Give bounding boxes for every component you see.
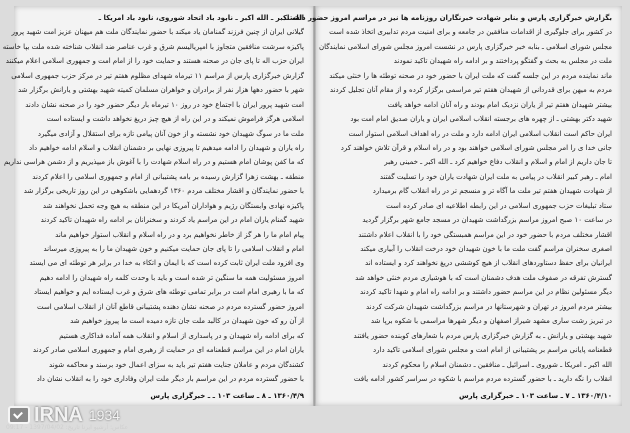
text-line: گزارش خبرگزاری پارس از مراسم ۱۱ تیرماه شهدای مظلوم هفتم تیر در مرکز حزب جمهوری اسلامی [11, 71, 304, 80]
text-line: الله اکبر ـ امریکا ـ شوروی ـ اسرائیل ـ منافقین ـ دشمنان اسلام را محکوم کردند [382, 360, 612, 369]
right-page [282, 6, 622, 406]
text-line: که ما کفن پوشان امام هستیم و در راه اسلام شهادت را با آغوش باز میپذیریم و از دشمن هراسی نداریم [4, 158, 304, 167]
text-line: ملت در مجلس به بحث و گفتگو پرداختند و بر ادامه راه شهیدان تاکید نمودند [393, 57, 612, 66]
text-line: شهید گمنام یاران امام در این مراسم یاد کردند و سخنرانان بر ادامه راه شهیدان تاکید کردند [40, 216, 304, 225]
photo-caption: عکاس: آرشیو ایرنا تاریخ: 1397/04/02 - 09:17 [6, 424, 129, 431]
text-line: اصغری سخنران مراسم گفت ملت ما با خون شهیدان خود درخت انقلاب را آبیاری میکند [360, 245, 612, 253]
text-line: در تبریز رشت ساری مشهد شیراز اصفهان و دیگر شهرها مراسمی با شکوه برپا شد [370, 317, 612, 326]
text-line: شهید بهشتی و یارانش ـ به گزارش خبرگزاری پارس مردم با شعارهای کوبنده حضور یافتند [353, 331, 612, 340]
left-page-text [2, 14, 304, 384]
text-line: شهر با حضور دهها هزار نفر از برادران و خواهران مسلمان کمیته شهید بهشتی و یارانش برگزار شد [18, 86, 304, 95]
text-line: ملت ما در سوگ شهیدان خود نشسته و از خون آنان پیامی تازه برای استقلال و آزادی میگیرد [37, 129, 304, 138]
text-line: الله اکبر ـ الله اکبر ـ نابود باد اتحاد شوروی، نابود باد امریکا ـ [98, 14, 304, 22]
text-line: از آن رو که خون شهیدان در کالبد ملت جان تازه دمیده است ما پیروز خواهیم شد [70, 317, 304, 326]
right-page-text [282, 14, 612, 384]
text-line: تا جان داریم از امام و اسلام و انقلاب دفاع خواهیم کرد ـ الله اکبر ـ خمینی رهبر [384, 158, 612, 167]
irna-watermark [8, 403, 121, 426]
text-line: امروز حضور گسترده مردم در صحنه نشان دهنده پشتیبانی قاطع آنان از انقلاب اسلامی است [37, 302, 304, 311]
text-line: امام و انقلاب اسلامی را تا پای جان حمایت میکنیم و خون شهیدان ما را به پیروزی میرساند [43, 245, 304, 253]
text-line: امروز مسئولیت همه ما سنگین تر شده است و باید با وحدت کلمه راه شهیدان را ادامه دهیم [39, 273, 304, 282]
text-line: ایران حاکم است انقلاب اسلامی ایران ادامه دارد و ملت در راه اهداف اسلامی استوار است [348, 129, 612, 138]
text-line: کشندگان مردم و عاملان جنایت هفتم تیر باید به سزای اعمال خود برسند و محاکمه شوند [49, 360, 304, 369]
text-line: با حضور گسترده مردم در این مراسم بار دیگر ملت ایران وفاداری خود را به انقلاب نشان داد [36, 374, 304, 383]
text-line: دیگر مسئولین نظام در این مراسم حضور داشتند و بر ادامه راه امام و شهدا تاکید کردند [360, 288, 612, 297]
text-line: با حضور نمایندگان و اقشار مختلف مردم ۱۳۶۰ گردهمایی باشکوهی در این روز تاریخی برگزار شد [23, 187, 304, 196]
text-line: شهید دکتر بهشتی ـ از چهره های برجسته انقلاب اسلامی ایران و یاران صدیق امام امت بود [350, 115, 612, 124]
text-line: که ما با رهبری امام امت در برابر تمامی توطئه های شرق و غرب ایستاده ایم و خواهیم ایستاد [33, 288, 304, 297]
left-page [2, 6, 314, 406]
text-line: راه یاران و شهیدان را ادامه میدهیم تا پیروزی نهایی بر دشمنان انقلاب و اسلام ادامه خواهیم داد [28, 143, 304, 152]
left-page-footer: ۱۳۶۰/۴/۹ ـ ۸ ـ ساعت ۱۰۳ ـ ـ خبرگزاری پارس [150, 392, 304, 400]
text-line: گسترش تفرقه در صفوف ملت هدف دشمنان است که با هوشیاری مردم خنثی خواهد شد [355, 273, 612, 282]
text-line: انقلاب را نگه دارید ـ با حضور گسترده مردم مراسم با شکوه در سراسر کشور ادامه یافت [353, 374, 612, 383]
text-line: ایرانیان برای حفظ دستاوردهای انقلاب از هیچ کوششی دریغ نخواهند کرد و ایستاده اند [365, 259, 612, 268]
text-line: اقشار مختلف مردم با حضور خود در این مراسم همبستگی خود را با انقلاب اعلام داشتند [358, 230, 612, 239]
text-line: در ساعت ۱۰ صبح امروز مراسم بزرگداشت شهیدان در مسجد جامع شهر برگزار گردید [362, 216, 612, 225]
text-line: پاکیزه سرشت منافقین متجاوز با امپریالیسم شرق و غرب عناصر ضد انقلاب شناخته شده ملت بپا خاسته [2, 42, 304, 51]
text-line: پاکیزه نهادی وابستگان رژیم و هواداران آمریکا در این منطقه به هیچ وجه تحمل نخواهند شد [42, 201, 304, 210]
text-line: که برای ادامه راه شهیدان و در پاسداری از اسلام و انقلاب همه آماده فداکاری هستیم [59, 331, 304, 340]
text-line: امت شهید پرور ایران با اجتماع خود در روز ۱۰ تیرماه بار دیگر حضور خود را در صحنه نشان دادند [25, 100, 304, 109]
text-line: بیشتر شهیدان هفتم تیر از یاران نزدیک امام بودند و راه آنان ادامه خواهد یافت [387, 100, 612, 109]
watermark-year: 1934 [88, 407, 121, 423]
irna-logo-icon [8, 406, 30, 424]
text-line: مجلس شورای اسلامی ـ بنابه خبر خبرگزاری پارس در نشست امروز مجلس شورای اسلامی نمایندگان [318, 42, 612, 51]
text-line: وی افزود ملت ایران ثابت کرده است که با ایمان و اتکاء به خدا در برابر هر توطئه ای می ایستد [29, 259, 304, 268]
text-line: منطقه ـ بهشت زهرا گزارش رسیده بر بامه پشتیبانی از امام و جمهوری اسلامی را اعلام کردند [32, 172, 304, 181]
text-line: مردم به میهن برای قدردانی از شهیدان هفتم تیر مراسمی برگزار کرده و از مقام آنان تجلیل کردند [329, 86, 612, 95]
text-line: بیشتر مردم امروز در تهران و شهرستانها در مراسم بزرگداشت شهیدان شرکت کردند [365, 302, 612, 311]
text-line: ستاد تبلیغات حزب جمهوری اسلامی در این رابطه اطلاعیه ای صادر کرده است [386, 201, 612, 210]
text-line: جانی خدا ی را امر مجلس شورای اسلامی خواهند بود و در راه اسلام و قرآن تلاش خواهند کرد [340, 143, 612, 152]
text-line: اسلامی هرگز فراموش نمیکند و در این راه از هیچ چیز دریغ نخواهد داشت و ایستاده است [46, 115, 304, 124]
text-line: یاران امام در این مراسم قطعنامه ای در حمایت از رهبری امام و جمهوری اسلامی صادر کردند [32, 346, 304, 355]
text-line: امام ـ رهبر کبیر انقلاب در پیامی به ملت ایران شهادت یاران خود را تسلیت گفتند [379, 172, 612, 181]
text-line: ایران حزب اله تا پای جان در صحنه هستند و حمایت خود را از امام امت و جمهوری اسلامی اعلام میکنند [5, 57, 304, 66]
text-line: ماند نماینده مردم در این جلسه گفت که ملت ایران با حضور خود در صحنه توطئه ها را خنثی میکند [329, 71, 612, 80]
text-line: بگزارش خبرگزاری پارس و بنابر شهادت خبرنگاران روزنامه ها نیز در مراسم امروز حضور داشتند [282, 14, 612, 22]
text-line: در کشور برای جلوگیری از اقدامات منافقین در جامعه و برای امنیت مردم تدابیری اتخاذ شده است [329, 28, 612, 37]
right-page-footer: ۱۳۶۰/۴/۱۰ ـ ۷ ـ ساعت ۱۰۳ ـ خبرگزاری پارس [458, 392, 612, 400]
text-line: قطعنامه پایانی مراسم بر پشتیبانی از امام امت و مجلس شورای اسلامی تاکید دارد [373, 346, 612, 355]
text-line: گیلانی ایران از چنین فرزند گمنامان یاد میکند با حضور نمایندگان ملت هم میهنان عزیز امت شهید پرور [11, 28, 304, 37]
watermark-brand: IRNA [34, 403, 83, 426]
text-line: از شهادت شهیدان هفتم تیر ملت ما آگاه تر و منسجم تر در راه انقلاب گام برمیدارد [372, 187, 612, 196]
text-line: پیام امام ما را هر گز از خاطر نخواهیم برد و در راه اسلام و انقلاب استوار خواهیم ماند [55, 230, 304, 239]
